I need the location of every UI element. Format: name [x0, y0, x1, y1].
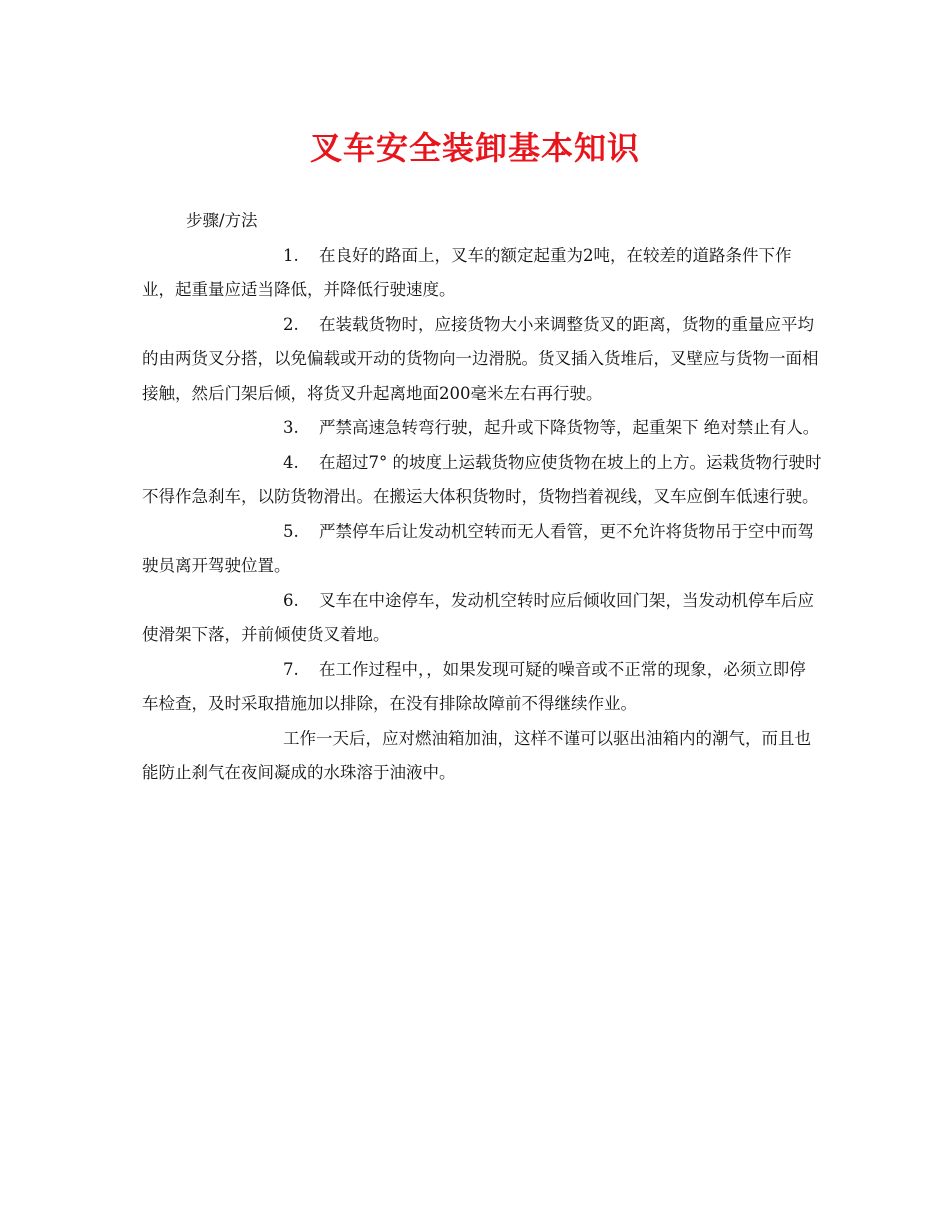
subheading: 步骤/方法: [186, 211, 258, 230]
step-6: [142, 584, 822, 653]
step-number: 3.: [283, 418, 299, 437]
step-text: 在工作过程中，，如果发现可疑的噪音或不正常的现象，必须立即停车检查，及时采取措施加以排除，在没有排除故障前不得继续作业。: [142, 659, 806, 713]
document-title: 叉车安全装卸基本知识: [309, 129, 640, 167]
step-number: 7.: [283, 659, 299, 679]
step-5: [142, 515, 822, 584]
step-7: [142, 653, 822, 722]
step-number: 6.: [283, 590, 299, 610]
step-number: 5.: [283, 521, 299, 541]
step-number: 4.: [283, 452, 299, 472]
step-number: 1.: [283, 245, 299, 265]
document-body: [142, 204, 822, 791]
step-text: 在良好的路面上，叉车的额定起重为2吨，在较差的道路条件下作业，起重量应适当降低，并降低行驶速度。: [142, 245, 792, 299]
step-text: 严禁高速急转弯行驶，起升或下降货物等，起重架下 绝对禁止有人。: [319, 418, 820, 437]
step-text: 在超过7° 的坡度上运载货物应使货物在坡上的上方。运栽货物行驶时不得作急刹车，以防货物滑出。在搬运大体积货物时，货物挡着视线，叉车应倒车低速行驶。: [142, 452, 822, 506]
closing-paragraph: 工作一天后，应对燃油箱加油，这样不谨可以驱出油箱内的潮气，而且也能防止刹气在夜间凝成的水珠溶于油液中。: [142, 728, 811, 782]
step-2: [142, 308, 822, 412]
step-text: 在装载货物时，应接货物大小来调整货叉的距离，货物的重量应平均的由两货叉分搭，以免偏载或开动的货物向一边滑脱。货叉插入货堆后，叉壁应与货物一面相接触，然后门架后倾，将货叉升起离地面200毫米左右再行驶。: [142, 314, 819, 403]
step-4: [142, 446, 822, 515]
step-3: [142, 411, 822, 446]
step-text: 叉车在中途停车，发动机空转时应后倾收回门架，当发动机停车后应使滑架下落，并前倾使货叉着地。: [142, 590, 814, 644]
step-1: [142, 239, 822, 308]
step-text: 严禁停车后让发动机空转而无人看管，更不允许将货物吊于空中而驾驶员离开驾驶位置。: [142, 521, 814, 575]
step-number: 2.: [283, 314, 299, 334]
